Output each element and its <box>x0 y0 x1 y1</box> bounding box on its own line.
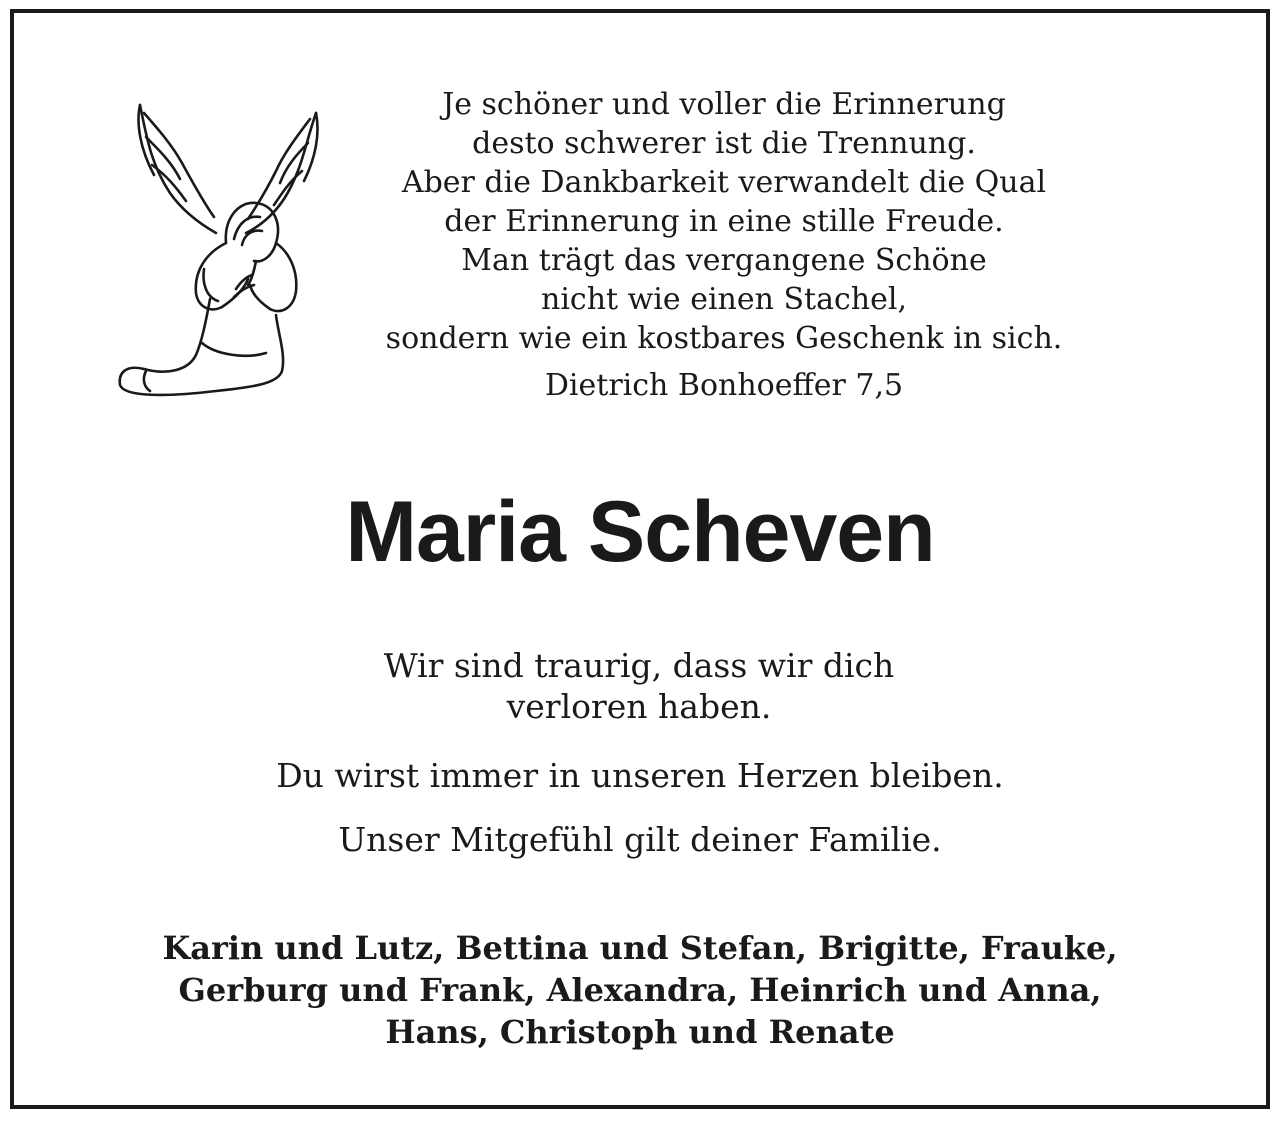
signers-line: Hans, Christoph und Renate <box>385 1013 895 1051</box>
deceased-name: Maria Scheven <box>345 484 935 580</box>
angel-icon <box>106 93 326 403</box>
condolence-message <box>14 645 1264 727</box>
signers-line: Karin und Lutz, Bettina und Stefan, Brigitte, Frauke, <box>162 929 1118 967</box>
quote-line: sondern wie ein kostbares Geschenk in sich. <box>385 321 1063 356</box>
quote-line: Je schöner und voller die Erinnerung <box>442 87 1006 122</box>
quote-line: desto schwerer ist die Trennung. <box>472 126 976 161</box>
condolence-line-hearts: Du wirst immer in unseren Herzen bleiben. <box>276 756 1004 795</box>
quote-line: der Erinnerung in eine stille Freude. <box>444 204 1004 239</box>
quote-line: nicht wie einen Stachel, <box>541 282 907 317</box>
signers-list <box>14 927 1266 1053</box>
bonhoeffer-quote <box>374 85 1074 405</box>
obituary-notice <box>10 9 1270 1109</box>
quote-author: Dietrich Bonhoeffer 7,5 <box>544 368 904 403</box>
message-line: verloren haben. <box>506 687 772 726</box>
signers-line: Gerburg und Frank, Alexandra, Heinrich und Anna, <box>178 971 1102 1009</box>
message-line: Wir sind traurig, dass wir dich <box>383 646 895 685</box>
quote-line: Man trägt das vergangene Schöne <box>461 243 987 278</box>
quote-line: Aber die Dankbarkeit verwandelt die Qual <box>401 165 1047 200</box>
condolence-line-family: Unser Mitgefühl gilt deiner Familie. <box>338 820 942 859</box>
